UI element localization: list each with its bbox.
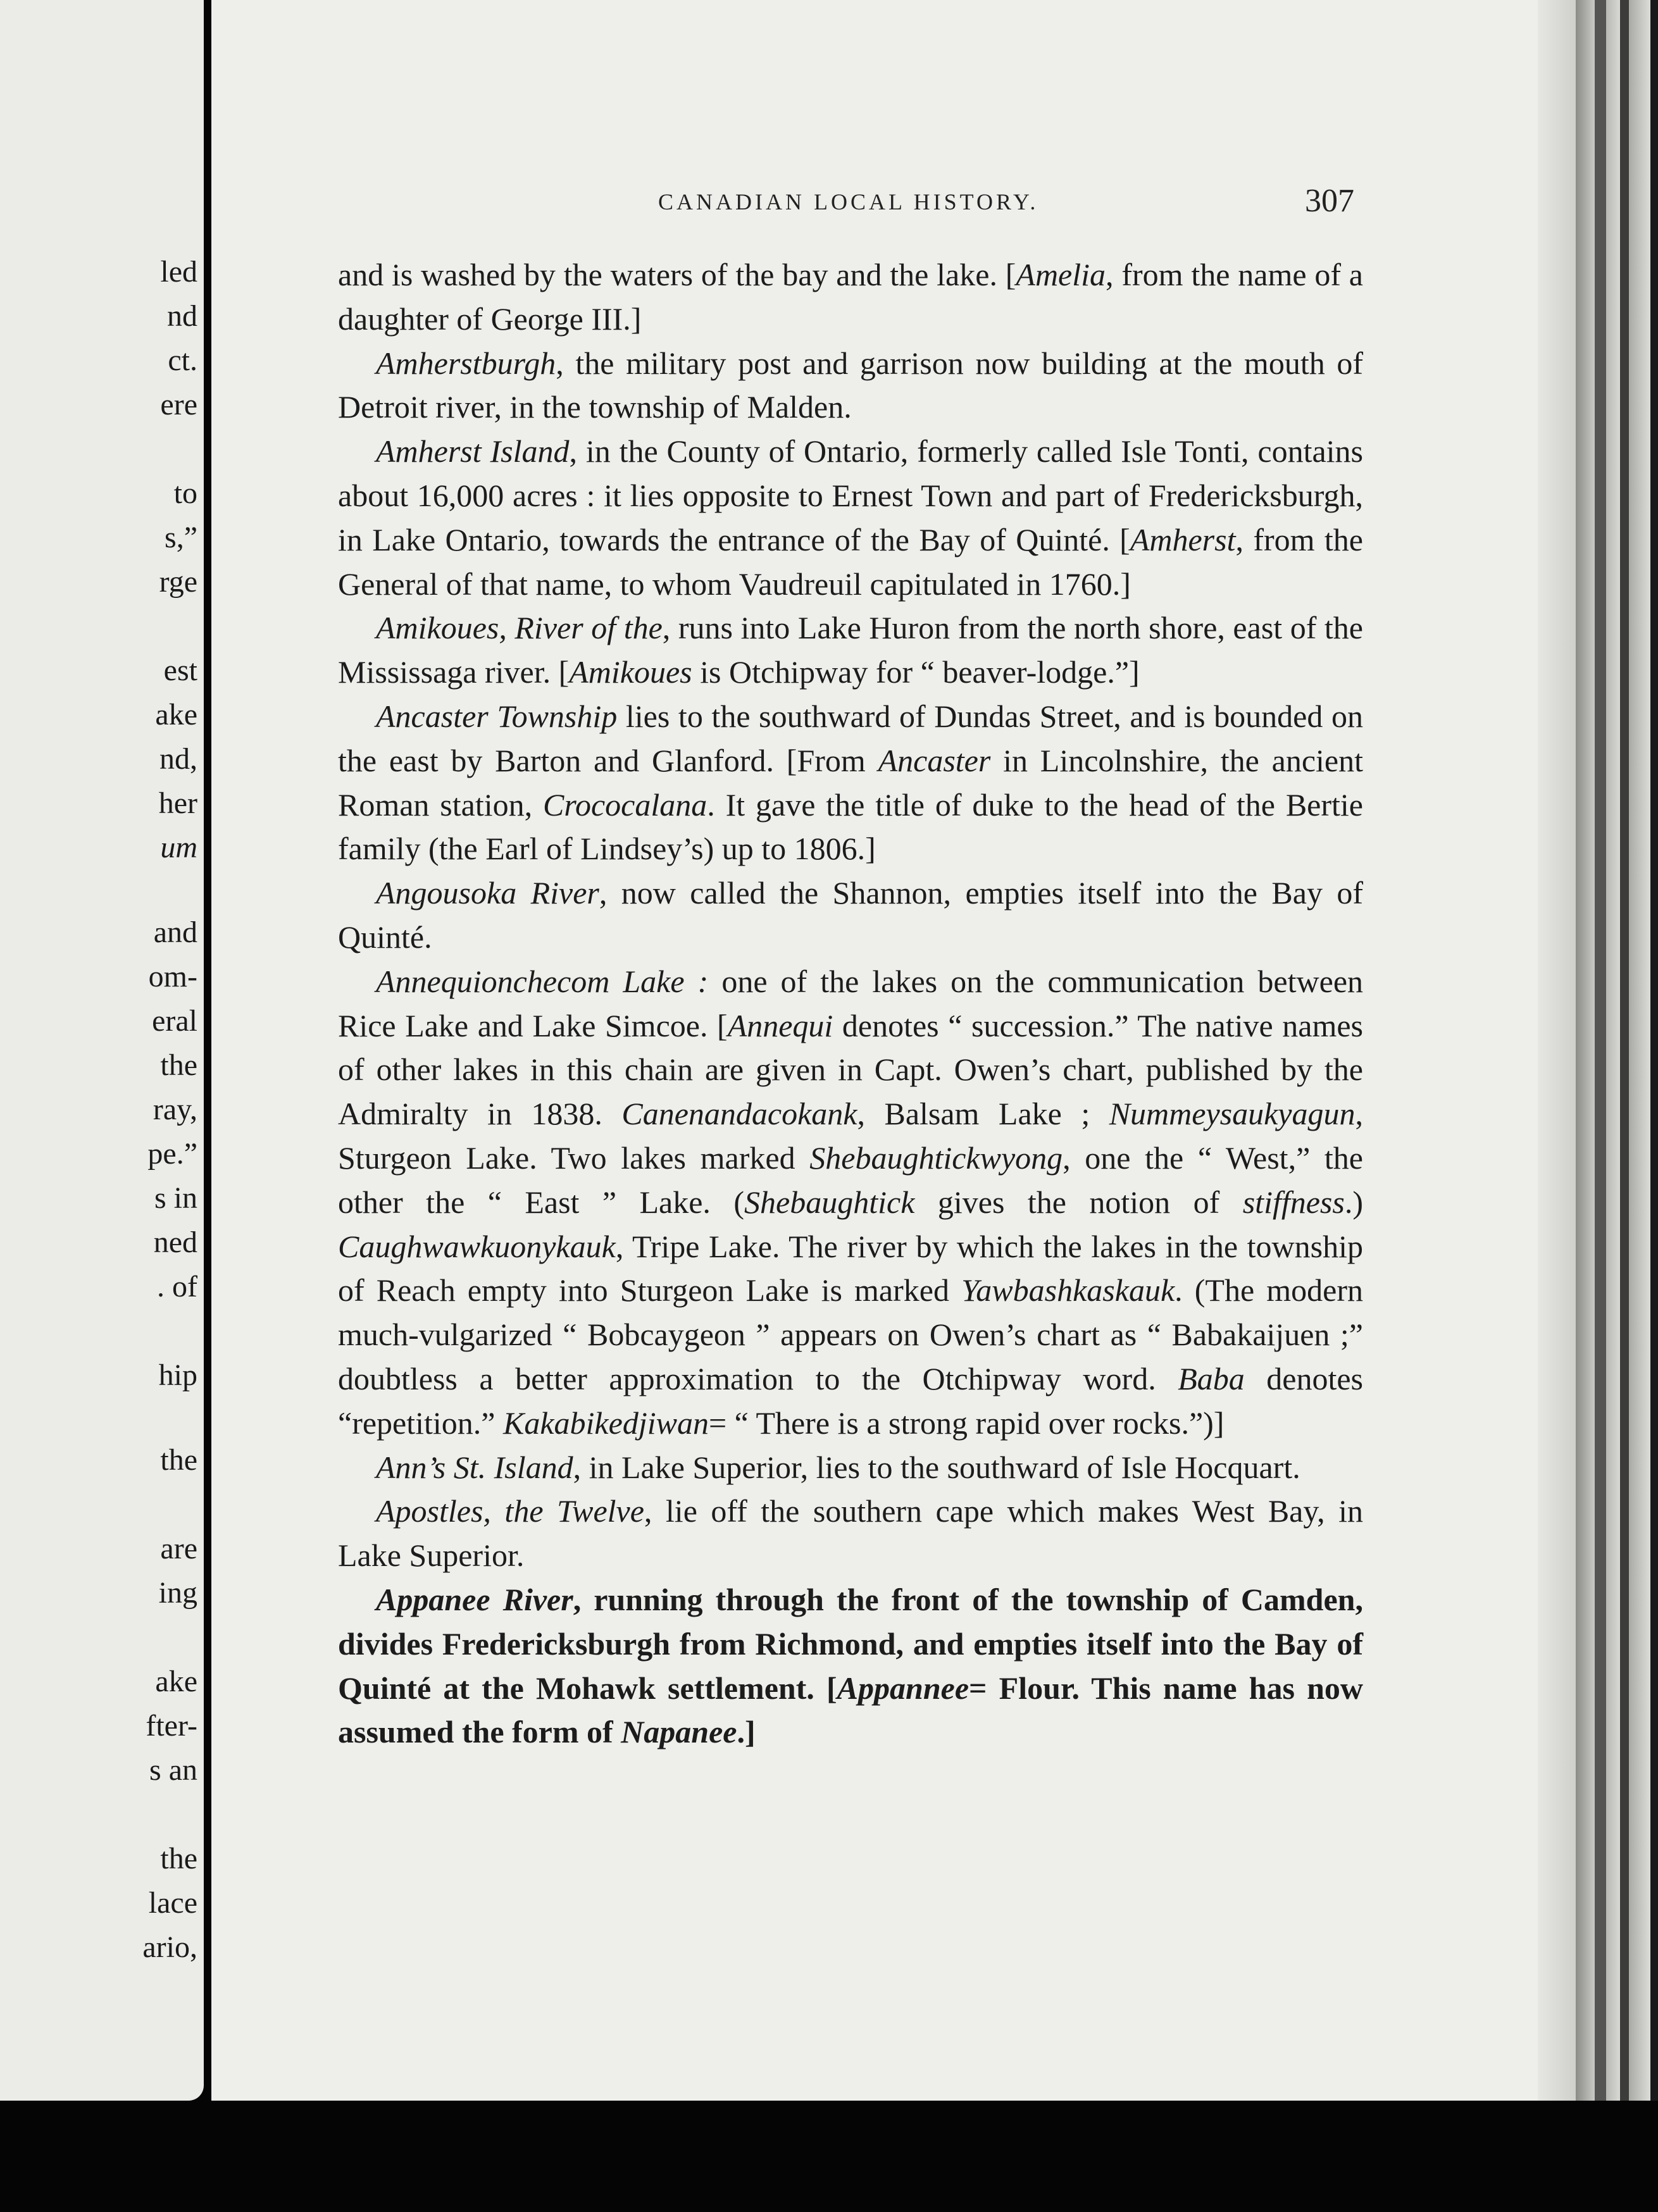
- text-run: .]: [737, 1714, 756, 1750]
- left-page-fragment: om-: [148, 960, 197, 993]
- page-edge: [1595, 0, 1606, 2101]
- left-page: [0, 0, 204, 2101]
- page-edge: [1650, 0, 1658, 2101]
- italic-term: Shebaughtickwyong: [809, 1140, 1063, 1176]
- italic-term: Ancaster: [878, 742, 991, 778]
- text-run: lies to the southward of Dundas Street, and is bounded on the east by Barton and Glanford. [From: [338, 698, 1363, 778]
- left-page-fragment: ct.: [168, 344, 197, 377]
- left-page-fragment: rge: [159, 565, 197, 599]
- italic-term: Angousoka River: [376, 875, 599, 911]
- italic-term: Amherst: [1130, 521, 1236, 557]
- italic-term: stiffness: [1242, 1184, 1345, 1220]
- italic-term: Annequionchecom Lake :: [376, 963, 709, 999]
- italic-term: Canenandacokank: [621, 1096, 857, 1132]
- text-run: gives the notion of: [914, 1184, 1243, 1220]
- page-edge: [1620, 0, 1629, 2101]
- left-page-fragment: ake: [155, 1665, 197, 1698]
- page-edge: [1576, 0, 1595, 2101]
- left-page-fragment: to: [173, 476, 197, 510]
- left-page-fragment: led: [160, 255, 197, 289]
- left-page-fragment: s in: [154, 1181, 197, 1215]
- body-text: [338, 253, 1363, 1755]
- text-run: , running through the front of the township of Camden, divides Fredericksburgh from Richmond, and empties itself into the Bay of Quinté at the Mohawk settlement. [: [338, 1581, 1363, 1706]
- text-run: in Lincolnshire, the ancient Roman station,: [338, 742, 1363, 823]
- left-page-fragment: s,”: [165, 521, 197, 554]
- italic-term: Caughwawkuonykauk: [338, 1228, 616, 1264]
- left-page-fragment: fter-: [146, 1709, 197, 1743]
- gazetteer-entry: [338, 1446, 1363, 1490]
- left-page-fragment: the: [160, 1443, 197, 1477]
- gazetteer-entry: [338, 430, 1363, 606]
- left-page-fragment: est: [163, 654, 197, 687]
- italic-term: Yawbashkaskauk: [961, 1272, 1175, 1308]
- italic-term: Nummeysaukyagun: [1109, 1096, 1356, 1132]
- left-page-fragment: s an: [149, 1753, 197, 1787]
- left-page-fragment: are: [160, 1532, 197, 1565]
- text-run: one of the lakes on the communication between Rice Lake and Lake Simcoe. [: [338, 963, 1364, 1043]
- italic-term: Amelia: [1016, 257, 1106, 292]
- gazetteer-entry: [338, 1489, 1363, 1578]
- gazetteer-entry: [338, 695, 1363, 871]
- italic-term: Annequi: [727, 1007, 833, 1043]
- text-run: , now called the Shannon, empties itself into the Bay of Quinté.: [338, 875, 1364, 955]
- italic-term: Amherst Island: [376, 433, 570, 469]
- left-page-fragment: the: [160, 1842, 197, 1875]
- left-page-fragment: and: [153, 916, 197, 949]
- left-page-fragment: ere: [160, 388, 197, 421]
- text-run: , the military post and garrison now building at the mouth of Detroit river, in the township of Malden.: [338, 345, 1363, 425]
- left-page-fragment: nd,: [159, 742, 197, 776]
- left-page-fragment: . of: [157, 1270, 197, 1303]
- left-page-fragment: lace: [148, 1886, 197, 1920]
- running-header: CANADIAN LOCAL HISTORY.: [658, 189, 1039, 214]
- text-run: , in Lake Superior, lies to the southward of Isle Hocquart.: [573, 1449, 1300, 1485]
- text-run: , one the “ West,” the other the “ East ” Lake. (: [338, 1140, 1363, 1220]
- gazetteer-entry: [338, 606, 1363, 695]
- left-page-fragment: ake: [155, 698, 197, 731]
- italic-term: Shebaughtick: [744, 1184, 915, 1220]
- text-run: . It gave the title of duke to the head of the Bertie family (the Earl of Lindsey’s) up to 1806.]: [338, 786, 1364, 867]
- text-run: denotes “repetition.”: [338, 1360, 1364, 1441]
- italic-term: Ancaster Township: [376, 698, 618, 734]
- left-page-fragment: hip: [158, 1358, 197, 1392]
- page-edge: [1606, 0, 1620, 2101]
- left-page-fragment: nd: [167, 299, 197, 333]
- italic-term: Ann’s St. Island: [376, 1449, 573, 1485]
- text-run: and is washed by the waters of the bay and the lake. [: [338, 257, 1016, 292]
- text-run: = “ There is a strong rapid over rocks.”)]: [708, 1405, 1225, 1441]
- text-run: , from the General of that name, to whom Vaudreuil capitulated in 1760.]: [338, 521, 1363, 602]
- page-edge: [1629, 0, 1650, 2101]
- gazetteer-entry: [338, 1578, 1363, 1755]
- left-page-fragment: her: [158, 786, 197, 820]
- text-run: = Flour. This name has now assumed the form of: [338, 1670, 1363, 1750]
- italic-term: Appanee River: [376, 1581, 573, 1617]
- left-page-fragment: eral: [152, 1004, 197, 1038]
- italic-term: Appannee: [837, 1670, 969, 1706]
- italic-term: Amikoues: [569, 654, 692, 690]
- gazetteer-entry: [338, 960, 1363, 1446]
- italic-term: Kakabikedjiwan: [503, 1405, 709, 1441]
- gazetteer-entry: [338, 253, 1363, 342]
- text-run: , Balsam Lake ;: [857, 1096, 1109, 1132]
- text-run: , from the name of a daughter of George III.]: [338, 257, 1363, 337]
- text-run: . (The modern much-vulgarized “ Bobcaygeon ” appears on Owen’s chart as “ Babakaijuen ;” doubtless a better approximation to the Otchipway word.: [338, 1272, 1363, 1396]
- text-run: , Tripe Lake. The river by which the lakes in the township of Reach empty into Sturgeon Lake is marked: [338, 1228, 1363, 1308]
- left-page-fragment: ray,: [153, 1093, 197, 1126]
- italic-term: Amherstburgh: [376, 345, 556, 381]
- gazetteer-entry: [338, 871, 1363, 960]
- italic-term: Apostles, the Twelve: [376, 1493, 644, 1529]
- page-number: 307: [1305, 183, 1354, 219]
- left-page-fragment: ario,: [142, 1930, 197, 1964]
- italic-term: Crococalana: [543, 786, 707, 823]
- left-page-fragment: pe.”: [147, 1137, 197, 1171]
- text-run: , runs into Lake Huron from the north shore, east of the Mississaga river. [: [338, 610, 1364, 690]
- text-run: , Sturgeon Lake. Two lakes marked: [338, 1096, 1363, 1176]
- text-run: , in the County of Ontario, formerly called Isle Tonti, contains about 16,000 acres : it lies opposite to Ernest Town and part of Fredericksburgh, in Lake Ontario, towards the entrance of the Bay of Quinté. [: [338, 433, 1364, 557]
- left-page-fragment: the: [160, 1048, 197, 1082]
- text-run: is Otchipway for “ beaver-lodge.”]: [692, 654, 1140, 690]
- gazetteer-entry: [338, 342, 1363, 430]
- italic-term: Baba: [1178, 1360, 1245, 1396]
- left-page-fragment: um: [160, 831, 197, 864]
- left-page-fragment: ing: [158, 1576, 197, 1610]
- italic-term: Napanee: [621, 1714, 737, 1750]
- left-page-fragment: ned: [153, 1226, 197, 1259]
- text-run: denotes “ succession.” The native names of other lakes in this chain are given in Capt. Owen’s chart, published by the Admiralty in 1838.: [338, 1007, 1363, 1132]
- italic-term: Amikoues, River of the: [376, 610, 663, 646]
- text-run: , lie off the southern cape which makes West Bay, in Lake Superior.: [338, 1493, 1363, 1574]
- text-run: .): [1344, 1184, 1364, 1220]
- page-edge: [1538, 0, 1576, 2101]
